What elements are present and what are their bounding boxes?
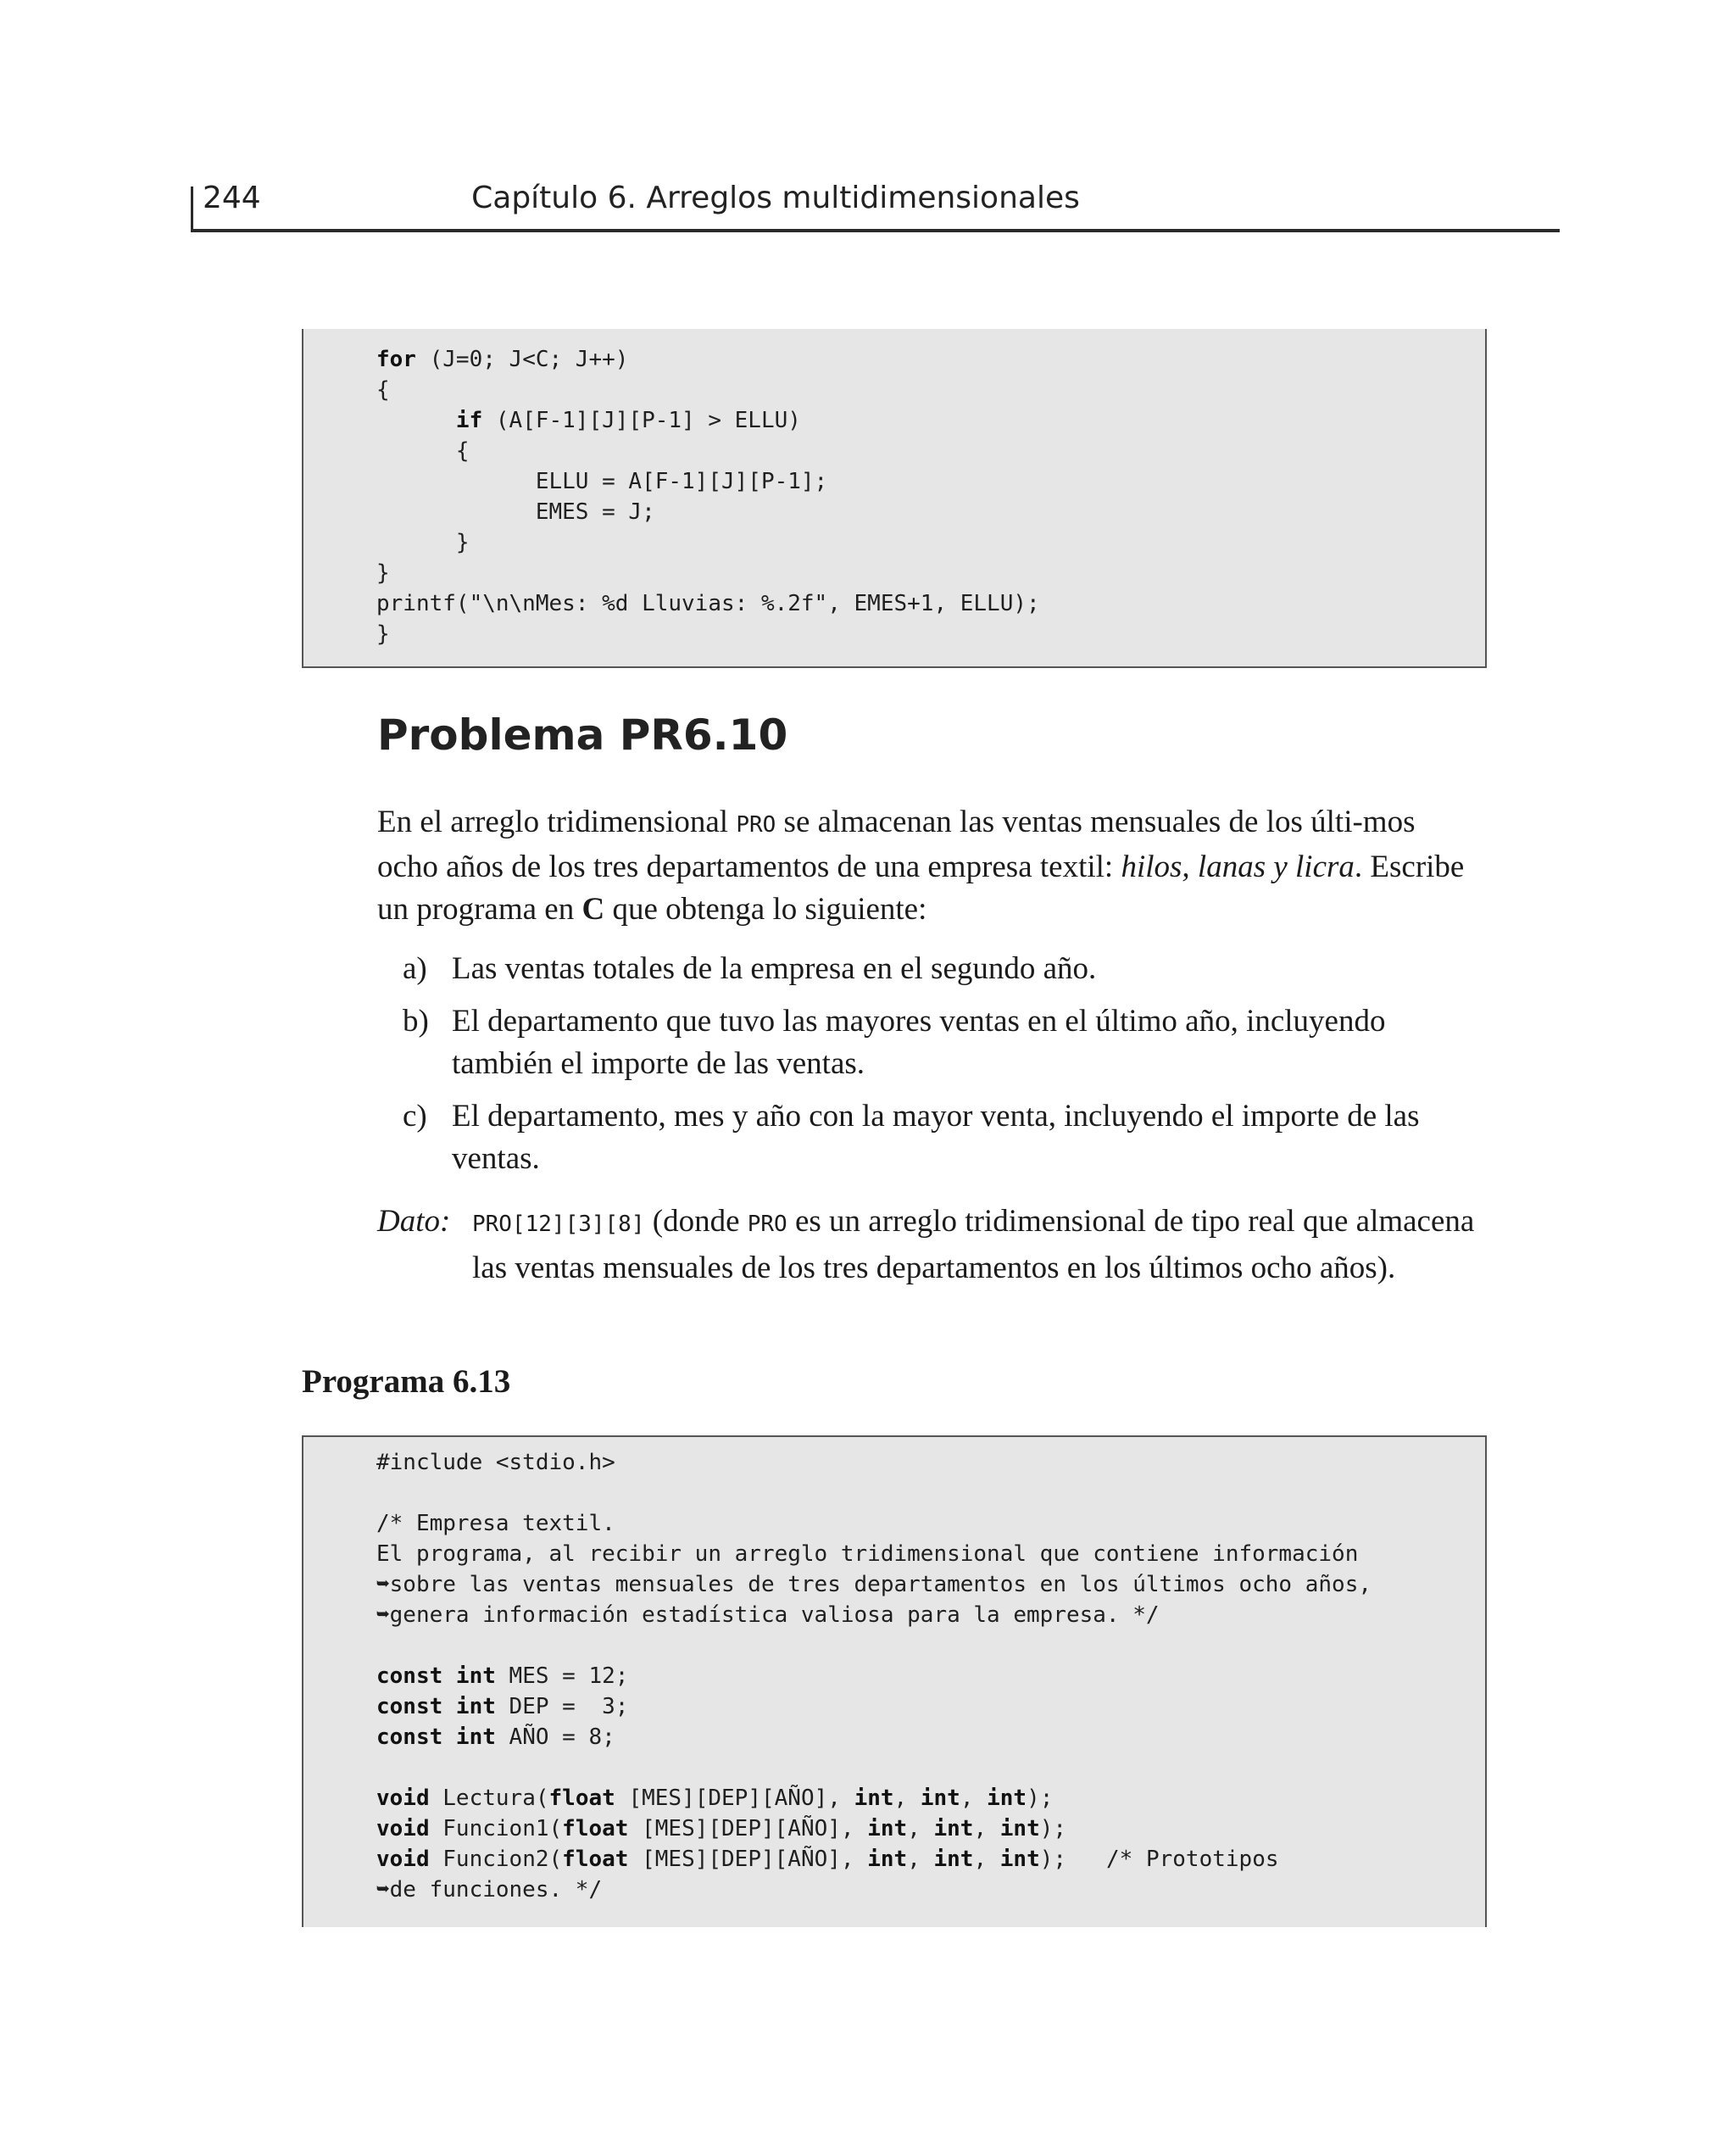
code-line: for (J=0; J<C; J++) (376, 347, 629, 372)
code-line: const int MES = 12; (376, 1663, 629, 1689)
code-line: } (376, 530, 470, 555)
code-line: ELLU = A[F-1][J][P-1]; (376, 469, 828, 494)
data-note-text-2: es un arreglo tridimensional de tipo real que almacena las ventas mensuales de los tres departamentos en los últimos ocho años). (472, 1204, 1475, 1285)
page-number: 244 (203, 181, 261, 215)
data-note-code-array: PRO[12][3][8] (472, 1212, 645, 1237)
statement-bold-c: C (581, 892, 605, 927)
code-line: ➥genera información estadística valiosa para la empresa. */ (376, 1602, 1160, 1628)
code-line: } (376, 560, 390, 586)
data-note-code-pro: PRO (747, 1212, 787, 1237)
code-line: const int AÑO = 8; (376, 1724, 615, 1750)
data-note-text (472, 1200, 1479, 1290)
code-line: ➥de funciones. */ (376, 1877, 603, 1903)
running-header (191, 174, 1560, 232)
code-line: /* Empresa textil. (376, 1511, 615, 1536)
code-line: #include <stdio.h> (376, 1450, 615, 1475)
requirements-list (403, 948, 1479, 1190)
code-block-continuation (302, 329, 1487, 668)
code-line: EMES = J; (376, 499, 655, 525)
code-listing-top (376, 344, 1040, 649)
list-item (403, 1095, 1479, 1180)
code-line: void Funcion1(float [MES][DEP][AÑO], int, int, int); (376, 1816, 1067, 1841)
code-line: { (376, 377, 390, 403)
code-line: ➥sobre las ventas mensuales de tres departamentos en los últimos ocho años, (376, 1572, 1372, 1597)
code-line: if (A[F-1][J][P-1] > ELLU) (455, 408, 801, 433)
list-item-text: El departamento que tuvo las mayores ventas en el último año, incluyendo también el importe de las ventas. (452, 1004, 1386, 1081)
list-item (403, 948, 1479, 990)
problem-statement (377, 801, 1471, 931)
program-title: Programa 6.13 (302, 1363, 511, 1400)
code-listing-bottom (376, 1447, 1372, 1905)
list-marker: b) (403, 1004, 429, 1039)
code-line: { (376, 438, 470, 464)
code-line: printf("\n\nMes: %d Lluvias: %.2f", EMES+1, ELLU); (376, 591, 1040, 616)
code-line: void Lectura(float [MES][DEP][AÑO], int, int, int); (376, 1786, 1054, 1811)
list-item-text: El departamento, mes y año con la mayor venta, incluyendo el importe de las ventas. (452, 1099, 1420, 1176)
data-note (377, 1200, 1479, 1290)
code-line: const int DEP = 3; (376, 1694, 629, 1719)
code-line: } (376, 621, 390, 647)
list-marker: c) (403, 1099, 427, 1134)
code-line: void Funcion2(float [MES][DEP][AÑO], int, int, int); /* Prototipos (376, 1847, 1279, 1872)
statement-text-2: se almacenan las ventas mensuales de los últi-mos ocho años de los tres departamentos de una empresa textil: (377, 805, 1416, 884)
statement-code-pro: PRO (736, 812, 776, 838)
list-item-text: Las ventas totales de la empresa en el segundo año. (452, 951, 1097, 986)
problem-title: Problema PR6.10 (377, 710, 788, 760)
statement-text-4: que obtenga lo siguiente: (604, 892, 927, 927)
statement-text-3: . Escribe un programa en (377, 850, 1465, 927)
chapter-title: Capítulo 6. Arreglos multidimensionales (471, 181, 1080, 215)
data-note-label: Dato: (377, 1204, 451, 1239)
data-note-text-1: (donde (644, 1204, 748, 1239)
header-left-rule (191, 187, 193, 232)
list-item (403, 1000, 1479, 1085)
code-line: El programa, al recibir un arreglo tridimensional que contiene información (376, 1541, 1359, 1567)
list-marker: a) (403, 951, 427, 986)
code-block-program (302, 1435, 1487, 1927)
statement-text-1: En el arreglo tridimensional (377, 805, 737, 839)
statement-italic-products: hilos, lanas y licra (1121, 850, 1355, 884)
